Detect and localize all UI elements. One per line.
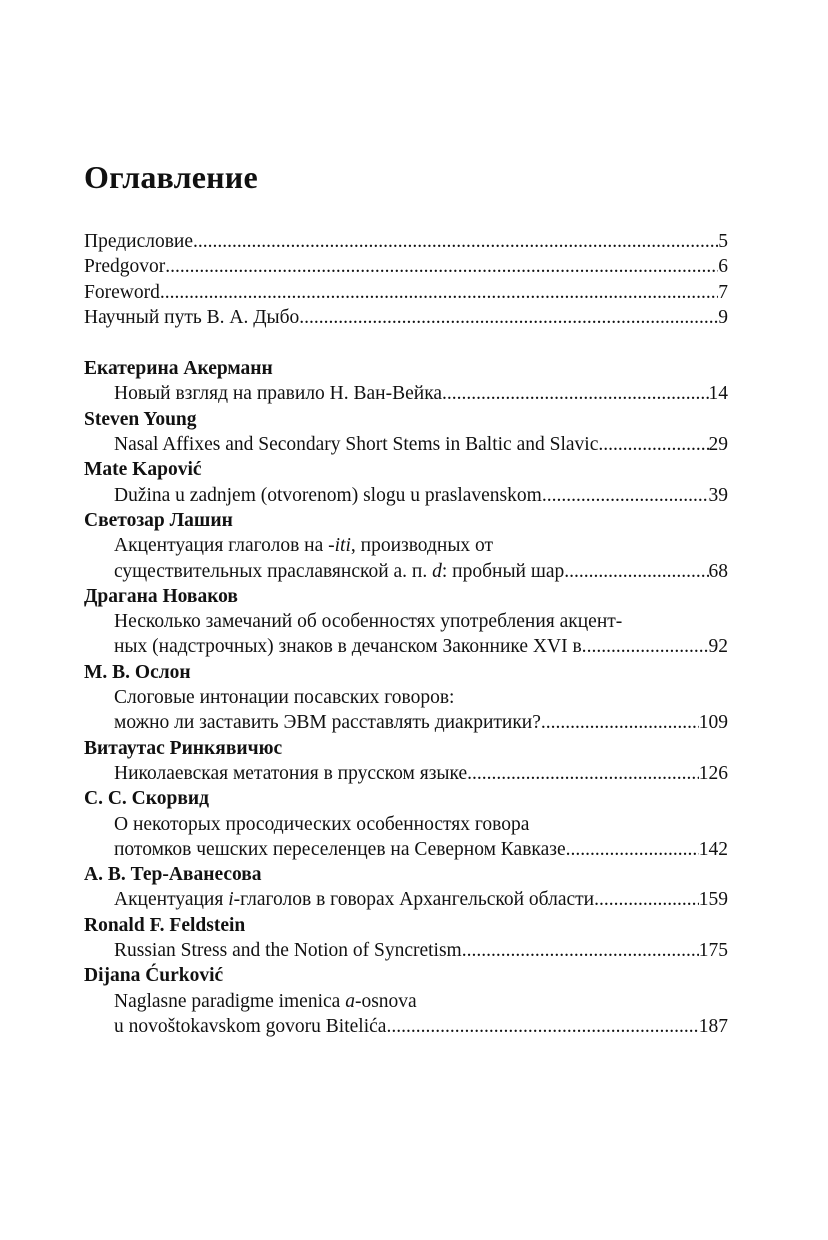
- entry-author: Светозар Лашин: [84, 509, 233, 531]
- toc-entry[interactable]: [84, 837, 728, 862]
- entry-title-line[interactable]: [84, 533, 728, 558]
- entry-author: Ronald F. Feldstein: [84, 914, 246, 936]
- page-number: 142: [698, 838, 728, 860]
- entry-title: Николаевская метатония в прусском языке: [114, 762, 468, 784]
- entry-title: Russian Stress and the Notion of Syncretism: [114, 940, 462, 962]
- title-italic: d: [432, 560, 442, 582]
- dot-leader: [165, 254, 718, 279]
- toc-entry[interactable]: [84, 229, 728, 254]
- toc-entry[interactable]: [84, 483, 728, 508]
- page-number: 7: [718, 281, 728, 303]
- page-number: 159: [698, 889, 728, 911]
- page-number: 92: [708, 636, 728, 658]
- page-number: 39: [708, 484, 728, 506]
- toc-entry[interactable]: [84, 432, 728, 457]
- page-number: 126: [698, 762, 728, 784]
- title-italic: i: [228, 889, 234, 911]
- entry-title-line[interactable]: Несколько замечаний об особенностях употребления акцент-: [114, 611, 623, 633]
- entry-title: Новый взгляд на правило Н. Ван-Вейка: [114, 383, 443, 405]
- entry-title: Предисловие: [84, 231, 194, 252]
- title-part: : пробный шар: [441, 560, 565, 582]
- entry-author: Dijana Ćurković: [84, 965, 224, 987]
- entry-title-line[interactable]: О некоторых просодических особенностях говора: [114, 813, 530, 835]
- title-italic: a: [345, 990, 355, 1012]
- entry-title: Dužina u zadnjem (otvorenom) slogu u praslavenskom: [114, 484, 542, 506]
- dot-leader: [462, 938, 699, 963]
- entry-title: u novoštokavskom govoru Bitelića: [114, 1015, 387, 1037]
- dot-leader: [467, 761, 699, 786]
- dot-leader: [566, 837, 699, 862]
- entry-title: Nasal Affixes and Secondary Short Stems in Baltic and Slavic: [114, 434, 599, 456]
- page-title: Оглавление: [84, 159, 258, 195]
- toc-entry[interactable]: [84, 634, 728, 659]
- page-number: 175: [698, 940, 728, 962]
- page-number: 9: [718, 306, 728, 328]
- title-part: , производных от: [350, 535, 494, 557]
- entry-author: А. В. Тер-Аванесова: [84, 864, 262, 886]
- entry-author: Екатерина Акерманн: [84, 358, 273, 380]
- page-number: 187: [698, 1015, 728, 1037]
- title-part: Акцентуация: [114, 889, 229, 911]
- entry-author: М. В. Ослон: [84, 661, 191, 683]
- entry-author: Драгана Новаков: [84, 585, 238, 607]
- table-of-contents: [84, 229, 728, 1039]
- entry-title: Научный путь В. А. Дыбо: [84, 306, 300, 328]
- toc-entry[interactable]: [84, 938, 728, 963]
- title-part: Акцентуация глаголов на: [114, 535, 329, 557]
- toc-entry[interactable]: [84, 280, 728, 305]
- entry-title: ных (надстрочных) знаков в дечанском Законнике XVI в.: [114, 636, 587, 658]
- entry-title: можно ли заставить ЭВМ расставлять диакритики?: [114, 712, 541, 734]
- entry-title-line[interactable]: [84, 989, 728, 1014]
- toc-entry[interactable]: [84, 1014, 728, 1039]
- page-number: 6: [718, 256, 728, 278]
- entry-author: Steven Young: [84, 408, 197, 430]
- toc-entry[interactable]: [84, 254, 728, 279]
- dot-leader: [299, 305, 718, 330]
- dot-leader: [541, 710, 699, 735]
- dot-leader: [587, 634, 709, 659]
- toc-entry[interactable]: [84, 887, 728, 912]
- dot-leader: [542, 483, 709, 508]
- entry-author: С. С. Скорвид: [84, 788, 209, 810]
- dot-leader: [193, 229, 718, 254]
- entry-title: потомков чешских переселенцев на Северном Кавказе: [114, 838, 566, 860]
- dot-leader: [442, 381, 708, 406]
- title-part: существительных праславянской а. п.: [114, 560, 433, 582]
- page-number: 68: [708, 560, 728, 582]
- dot-leader: [598, 432, 708, 457]
- title-part: -osnova: [354, 990, 417, 1012]
- page-number: 109: [698, 712, 728, 734]
- page-number: 14: [708, 383, 728, 405]
- dot-leader: [386, 1014, 698, 1039]
- section-gap: [84, 330, 728, 356]
- title-italic: -iti: [328, 535, 351, 557]
- toc-entry[interactable]: [84, 559, 728, 584]
- page-number: 5: [718, 231, 728, 252]
- entry-title: Foreword: [84, 281, 160, 303]
- page-number: 29: [708, 434, 728, 456]
- toc-entry[interactable]: [84, 761, 728, 786]
- entry-title: [114, 887, 594, 912]
- entry-author: Mate Kapović: [84, 459, 202, 481]
- dot-leader: [160, 280, 718, 305]
- entry-title: Predgovor: [84, 256, 166, 278]
- toc-entry[interactable]: [84, 710, 728, 735]
- dot-leader: [594, 887, 699, 912]
- title-part: Naglasne paradigme imenica: [114, 990, 346, 1012]
- dot-leader: [564, 559, 708, 584]
- entry-author: Витаутас Ринкявичюс: [84, 737, 283, 759]
- entry-title: [114, 559, 564, 584]
- toc-entry[interactable]: [84, 381, 728, 406]
- title-part: -глаголов в говорах Архангельской области: [233, 889, 595, 911]
- entry-title-line[interactable]: Слоговые интонации посавских говоров:: [114, 687, 455, 709]
- toc-entry[interactable]: [84, 305, 728, 330]
